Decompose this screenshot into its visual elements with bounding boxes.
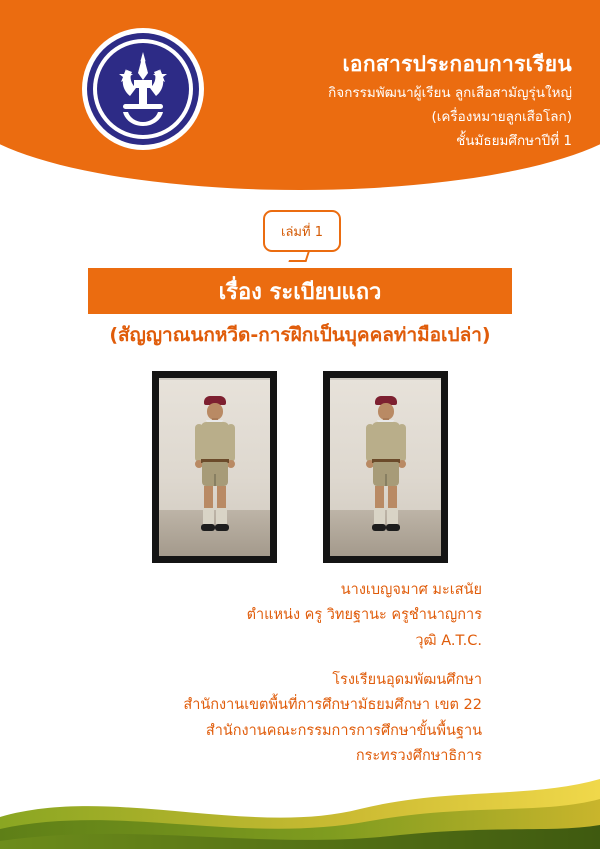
organization-obec: สำนักงานคณะกรรมการการศึกษาขั้นพื้นฐาน (205, 722, 482, 739)
organization-block (183, 668, 482, 770)
scout-photo-right (323, 371, 448, 563)
organization-ministry: กระทรวงศึกษาธิการ (355, 748, 482, 765)
scout-fleur-de-lis-emblem (82, 28, 204, 150)
footer-wave-graphic (0, 759, 600, 849)
organization-area-office: สำนักงานเขตพื้นที่การศึกษามัธยมศึกษา เขต 22 (183, 697, 482, 714)
author-name: นางเบญจมาศ มะเสนัย (340, 582, 482, 598)
main-title: เรื่อง ระเบียบแถว (218, 279, 382, 305)
header-line-1: กิจกรรมพัฒนาผู้เรียน ลูกเสือสามัญรุ่นใหญ่ (328, 85, 572, 102)
document-type-title: เอกสารประกอบการเรียน (342, 52, 572, 76)
header-text-block (328, 50, 572, 153)
scout-figure-icon (354, 396, 418, 546)
booklet-number-tag (263, 210, 341, 252)
main-title-bar (88, 268, 512, 314)
header-banner (0, 0, 600, 200)
organization-school: โรงเรียนอุดมพัฒนศึกษา (332, 672, 482, 688)
header-line-3: ชั้นมัธยมศึกษาปีที่ 1 (456, 132, 572, 149)
author-qualification: วุฒิ A.T.C. (415, 632, 482, 649)
footer-decoration (0, 759, 600, 849)
scout-photo-left (152, 371, 277, 563)
photo-row (0, 371, 600, 563)
header-line-2: (เครื่องหมายลูกเสือโลก) (431, 108, 572, 125)
fleur-de-lis-icon (82, 28, 204, 150)
scout-figure-icon (183, 396, 247, 546)
author-block (247, 578, 482, 654)
subtitle: (สัญญาณนกหวีด-การฝึกเป็นบุคคลท่ามือเปล่า) (109, 324, 491, 346)
booklet-number-label: เล่มที่ 1 (281, 224, 323, 240)
author-position: ตำแหน่ง ครู วิทยฐานะ ครูชำนาญการ (246, 607, 482, 624)
